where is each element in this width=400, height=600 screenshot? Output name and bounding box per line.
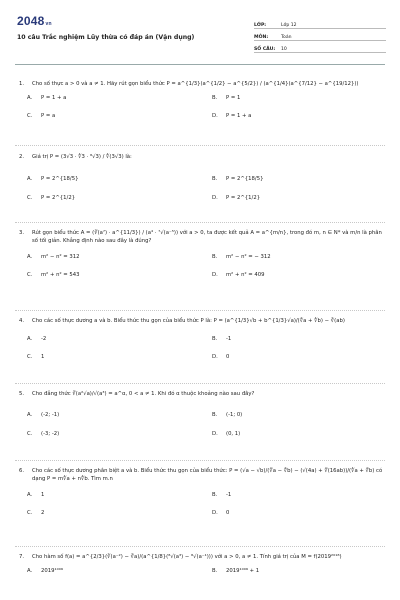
option-b[interactable]: B. (-1; 0) — [212, 412, 243, 418]
option-b[interactable]: B. m² − n² = − 312 — [212, 254, 271, 260]
option-b[interactable]: B. -1 — [212, 492, 232, 498]
question-divider — [15, 222, 385, 223]
question-number: 3. — [19, 230, 25, 236]
question-divider — [15, 546, 385, 547]
option-d[interactable]: D. 0 — [212, 354, 230, 360]
option-c[interactable]: C. P = a — [27, 113, 56, 119]
brand-logo[interactable] — [17, 14, 52, 28]
option-b[interactable]: B. 2019¹⁰⁰⁹ + 1 — [212, 568, 260, 574]
question-number: 6. — [19, 468, 25, 474]
question-number: 2. — [19, 154, 25, 160]
option-d[interactable]: D. P = 2^{1/2} — [212, 195, 261, 201]
meta-key: LỚP: — [254, 23, 267, 28]
question-3 — [19, 229, 383, 279]
brand-suffix: vn — [45, 21, 52, 27]
option-a[interactable]: A. -2 — [27, 336, 47, 342]
option-a[interactable]: A. P = 1 + a — [27, 95, 67, 101]
meta-value: 10 — [281, 47, 287, 52]
question-divider — [15, 310, 385, 311]
question-number: 1. — [19, 81, 25, 87]
question-1 — [19, 80, 383, 122]
header-divider — [15, 64, 385, 65]
meta-value: Toán — [281, 35, 292, 40]
question-6 — [19, 467, 383, 517]
option-a[interactable]: A. 1 — [27, 492, 45, 498]
option-c[interactable]: C. 2 — [27, 510, 45, 516]
question-text: Cho đẳng thức ∛(a²√a)/√(a³) = a^α, 0 < a ≠ 1. Khi đó α thuộc khoảng nào sau đây? — [32, 391, 255, 397]
question-text: Cho hàm số f(a) = a^{2/3}(∛(a⁻²) − ∛a)/(a^{1/8}(⁸√(a³) − ⁸√(a⁻¹))) với a > 0, a ≠ 1. Tính giá trị của M = f(2019²⁰¹⁸) — [32, 554, 342, 560]
question-text: Rút gọn biểu thức A = (∛(a⁷) · a^{11/3}) / (a⁴ · ⁷√(a⁻⁵)) với a > 0, ta được kết quả A = a^{m/n}, trong đó m, n ∈ N* và m/n là phân số tối giản. Khẳng định nào sau đây là đúng? — [32, 230, 382, 244]
option-b[interactable]: B. P = 1 — [212, 95, 241, 101]
question-text: Giá trị P = (3√3 · ∜3 · ⁸√3) / ∜(3√3) là: — [32, 154, 132, 160]
option-a[interactable]: A. m² − n² = 312 — [27, 254, 80, 260]
question-number: 7. — [19, 554, 25, 560]
question-2 — [19, 153, 383, 201]
meta-row-count — [254, 41, 386, 53]
question-number: 4. — [19, 318, 25, 324]
option-c[interactable]: C. (-3; -2) — [27, 431, 60, 437]
option-b[interactable]: B. P = 2^{18/5} — [212, 176, 264, 182]
question-4 — [19, 317, 383, 359]
meta-key: SỐ CÂU: — [254, 47, 276, 52]
question-text: Cho các số thực dương phân biệt a và b. Biểu thức thu gọn của biểu thức: P = (√a − √b)/(∜a − ∜b) − (√(4a) + ∜(16ab))/(∜a + ∜b) có dạng P = m∜a + n∜b. Tìm m.n — [32, 468, 383, 482]
question-divider — [15, 145, 385, 146]
option-c[interactable]: C. m² + n² = 543 — [27, 272, 80, 278]
option-d[interactable]: D. P = 1 + a — [212, 113, 252, 119]
meta-row-subject — [254, 29, 386, 41]
meta-key: MÔN: — [254, 35, 269, 40]
option-a[interactable]: A. 2019¹⁰⁰⁹ — [27, 568, 63, 574]
option-d[interactable]: D. m² + n² = 409 — [212, 272, 265, 278]
question-divider — [15, 460, 385, 461]
question-number: 5. — [19, 391, 25, 397]
option-b[interactable]: B. -1 — [212, 336, 232, 342]
option-d[interactable]: D. (0, 1) — [212, 431, 241, 437]
question-text: Cho các số thực dương a và b. Biểu thức thu gọn của biểu thức P là: P = (a^{1/3}√b + b^{1/3}√a)/(∜a + ∜b) − ∛(ab) — [32, 318, 345, 324]
option-d[interactable]: D. 0 — [212, 510, 230, 516]
option-c[interactable]: C. P = 2^{1/2} — [27, 195, 76, 201]
question-5 — [19, 390, 383, 437]
page-title: 10 câu Trắc nghiệm Lũy thừa có đáp án (Vận dụng) — [17, 34, 195, 41]
meta-row-class — [254, 17, 386, 29]
meta-value: Lớp 12 — [281, 23, 297, 28]
meta-info — [254, 17, 386, 53]
option-c[interactable]: C. 1 — [27, 354, 45, 360]
brand-text: 2048 — [17, 14, 45, 28]
question-7 — [19, 553, 383, 595]
option-a[interactable]: A. P = 2^{18/5} — [27, 176, 79, 182]
question-text: Cho số thực a > 0 và a ≠ 1. Hãy rút gọn biểu thức P = a^{1/3}(a^{1/2} − a^{5/2}) / (a^{1/4}(a^{7/12} − a^{19/12})) — [32, 81, 359, 87]
question-divider — [15, 383, 385, 384]
option-a[interactable]: A. (-2; -1) — [27, 412, 60, 418]
